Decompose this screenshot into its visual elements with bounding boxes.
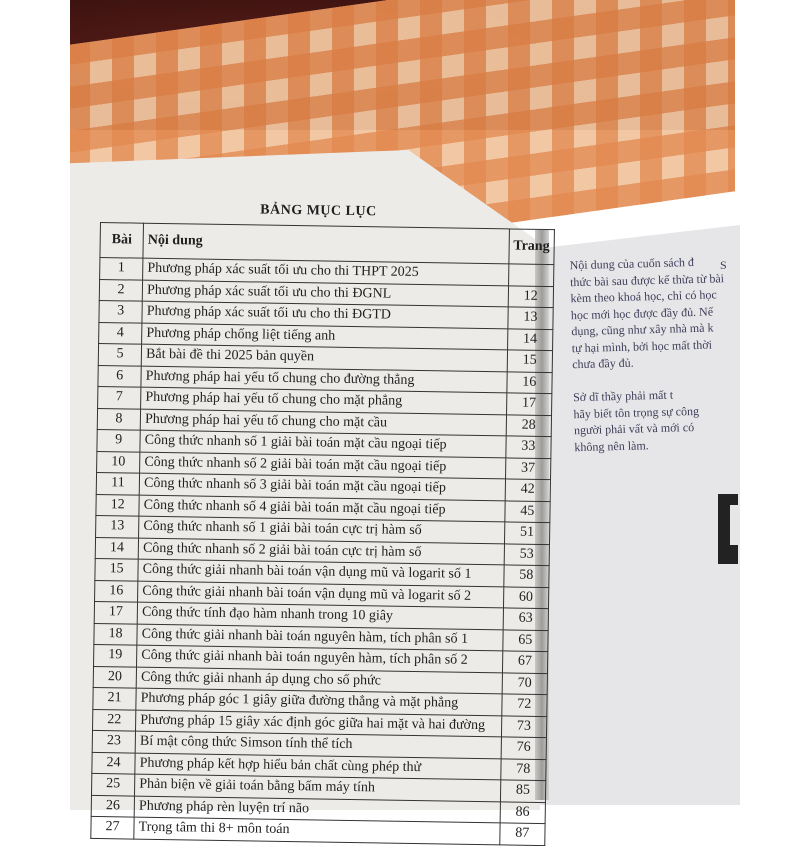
toc-row-content: Công thức tính đạo hàm nhanh trong 10 giây [137,602,503,629]
toc-table [90,222,555,846]
toc-row-content: Bí mật công thức Simson tính thể tích [135,731,501,758]
toc-row-page: 67 [502,651,548,673]
toc-row-content: Phương pháp kết hợp hiểu bản chất cùng phép thử [135,753,501,780]
right-page-line: kèm theo khoá học, chỉ có học [570,287,717,306]
toc-row-page: 14 [507,328,553,350]
toc-row-num: 17 [94,601,137,623]
toc-row-content: Bắt bài đề thi 2025 bản quyền [141,344,507,371]
toc-row-num: 21 [93,687,136,709]
toc-row-num: 23 [92,730,135,752]
right-margin [735,0,800,800]
toc-row-num: 24 [92,752,135,774]
toc-row-content: Phương pháp hai yếu tố chung cho mặt phẳng [141,387,507,414]
toc-row-num: 10 [97,451,140,473]
toc-row-content: Công thức giải nhanh bài toán nguyên hàm, tích phân số 2 [137,645,503,672]
right-page-line: Sở dĩ thầy phải mất t [572,387,674,405]
right-page-text [569,253,744,455]
toc-row-num: 11 [96,472,139,494]
table-of-contents [90,202,555,846]
toc-row-num: 1 [100,258,143,280]
toc-row-num: 3 [99,300,142,322]
toc-row-page: 65 [502,629,548,651]
toc-row-num: 14 [95,537,138,559]
toc-row-num: 22 [93,709,136,731]
toc-row-num: 7 [98,386,141,408]
toc-row-content: Công thức nhanh số 2 giải bài toán mặt cầu ngoại tiếp [140,452,506,479]
right-page-line: không nên làm. [574,437,649,454]
toc-row-num: 8 [97,408,140,430]
toc-row-page: 12 [508,285,554,307]
toc-row-num: 13 [96,515,139,537]
toc-row-page: 70 [502,672,548,694]
toc-row-content: Công thức nhanh số 1 giải bài toán mặt cầu ngoại tiếp [140,430,506,457]
toc-row-content: Công thức nhanh số 4 giải bài toán mặt cầu ngoại tiếp [139,495,505,522]
toc-row-content: Công thức nhanh số 3 giải bài toán mặt cầu ngoại tiếp [139,473,505,500]
toc-row-page: 86 [500,801,546,823]
right-page-line: thức bài sau được kế thừa từ bài [569,270,725,289]
header-content: Nội dung [143,223,509,264]
toc-row-content: Phương pháp góc 1 giây giữa đường thẳng và mặt phẳng [136,688,502,715]
toc-row-page: 37 [505,457,551,479]
toc-body [91,258,554,846]
toc-row-num: 27 [91,816,134,838]
toc-row-num: 20 [93,666,136,688]
right-page-line: hãy biết tôn trọng sự công [573,403,700,421]
right-page-title: S [720,258,727,272]
toc-row-num: 4 [99,322,142,344]
toc-row-page: 63 [503,608,549,630]
toc-row-page: 16 [507,371,553,393]
toc-row-page: 76 [501,737,547,759]
toc-row-content: Phương pháp chống liệt tiếng anh [142,323,508,350]
toc-row-page: 17 [506,393,552,415]
right-page-line: học mới học được đầy đủ. Nế [570,304,714,322]
toc-row-page: 13 [508,307,554,329]
toc-row-num: 12 [96,494,139,516]
toc-row-content: Phương pháp xác suất tối ưu cho thi ĐGTD [142,301,508,328]
toc-row-page: 60 [503,586,549,608]
header-num: Bài [100,223,144,259]
toc-row-page: 15 [507,350,553,372]
toc-row-num: 6 [98,365,141,387]
right-page-line: chưa đầy đủ. [572,355,634,372]
toc-row-page: 51 [504,522,550,544]
toc-row-content: Công thức giải nhanh áp dụng cho số phức [136,667,502,694]
toc-row-num: 26 [91,795,134,817]
toc-row-content: Công thức giải nhanh bài toán nguyên hàm, tích phân số 1 [137,624,503,651]
toc-row-page: 45 [505,500,551,522]
toc-row-content: Phương pháp hai yếu tố chung cho đường thẳng [141,366,507,393]
right-page-line: tự hại mình, bởi học mất thời [571,337,713,355]
toc-row-content: Công thức nhanh số 2 giải bài toán cực trị hàm số [138,538,504,565]
right-page-line: Nội dung của cuốn sách đ [569,255,695,273]
toc-row-content: Phản biện về giải toán bằng bấm máy tính [135,774,501,801]
toc-row-num: 9 [97,429,140,451]
right-page-line: người phải vất và mới có [573,420,695,438]
toc-row-content: Phương pháp xác suất tối ưu cho thi ĐGNL [142,280,508,307]
toc-row-page: 58 [503,565,549,587]
toc-row-page: 28 [506,414,552,436]
header-page: Trang [509,229,555,265]
toc-row-num: 2 [99,279,142,301]
left-margin [0,0,70,800]
toc-row-content: Phương pháp hai yếu tố chung cho mặt cầu [140,409,506,436]
toc-row-page: 33 [506,436,552,458]
toc-row-num: 5 [98,343,141,365]
toc-row-page: 72 [501,694,547,716]
toc-row-page: 42 [505,479,551,501]
qr-code-inner [730,505,740,545]
toc-row-content: Phương pháp xác suất tối ưu cho thi THPT 2025 [143,258,509,285]
toc-row-content: Phương pháp rèn luyện trí não [134,796,500,823]
toc-row-num: 19 [94,644,137,666]
toc-row-page [508,264,554,286]
right-page-line: dụng, cũng như xây nhà mà k [571,320,714,339]
toc-row-content: Công thức nhanh số 1 giải bài toán cực trị hàm số [139,516,505,543]
toc-title: BẢNG MỤC LỤC [260,202,377,220]
toc-row-page: 87 [499,823,545,845]
toc-row-page: 85 [500,780,546,802]
toc-row-num: 18 [94,623,137,645]
toc-row-content: Công thức giải nhanh bài toán vận dụng mũ và logarit số 2 [138,581,504,608]
toc-row-content: Công thức giải nhanh bài toán vận dụng mũ và logarit số 1 [138,559,504,586]
toc-row-content: Phương pháp 15 giây xác định góc giữa hai mặt và hai đường [136,710,502,737]
toc-row-page: 78 [500,758,546,780]
toc-row-page: 53 [504,543,550,565]
toc-row-num: 25 [91,773,134,795]
toc-row-page: 73 [501,715,547,737]
toc-row-content: Trọng tâm thi 8+ môn toán [134,817,500,844]
toc-row-num: 16 [95,580,138,602]
toc-row-num: 15 [95,558,138,580]
